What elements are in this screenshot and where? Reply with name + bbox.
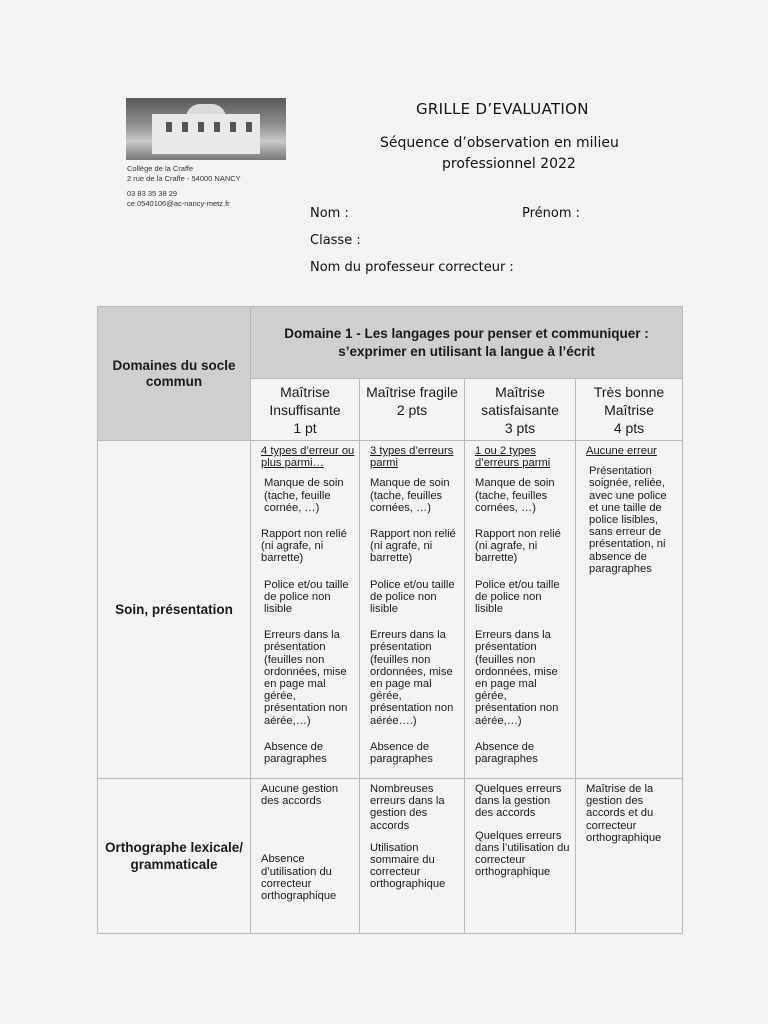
domain1-title: Domaine 1 - Les langages pour penser et communiquer : <box>284 325 649 341</box>
criteria-cell <box>251 441 360 779</box>
school-phone: 03 83 35 38 29 <box>127 189 178 199</box>
school-address: 2 rue de la Craffe - 54000 NANCY <box>127 173 241 183</box>
cell-item: Quelques erreurs dans la gestion des accords <box>475 783 562 820</box>
level-name: Maîtrise satisfaisante <box>481 384 559 418</box>
level-name: Très bonne Maîtrise <box>593 384 665 418</box>
cell-heading: 3 types d’erreurs parmi <box>370 445 454 470</box>
evaluation-grid <box>97 306 683 934</box>
cell-item: Police et/ou taille de police non lisible <box>370 578 455 616</box>
level-name: Maîtrise Insuffisante <box>269 384 341 418</box>
school-info <box>127 164 241 208</box>
cell-heading: 1 ou 2 types d’erreurs parmi <box>475 445 551 470</box>
nom-field-label: Nom : <box>310 206 349 221</box>
level-header <box>251 379 360 441</box>
classe-field-label: Classe : <box>310 233 361 248</box>
criteria-cell <box>465 441 576 779</box>
cell-item: Présentation soignée, reliée, avec une police et une taille de police lisibles, sans erreur de présentation, ni absence de paragraphes <box>589 465 667 575</box>
domain1-subtitle: s’exprimer en utilisant la langue à l’écrit <box>338 343 595 359</box>
prenom-field-label: Prénom : <box>522 206 581 221</box>
cell-item: Rapport non relié (ni agrafe, ni barrette) <box>261 528 347 565</box>
page-subtitle-line2: professionnel 2022 <box>442 156 576 172</box>
cell-item: Quelques erreurs dans l’utilisation du correcteur orthographique <box>475 829 570 879</box>
level-points: 2 pts <box>396 402 428 418</box>
criteria-cell <box>360 441 465 779</box>
criteria-cell <box>576 441 683 779</box>
domain1-header <box>251 307 683 379</box>
level-header <box>465 379 576 441</box>
cell-item: Police et/ou taille de police non lisible <box>475 578 560 616</box>
criteria-cell <box>465 779 576 934</box>
level-points: 1 pt <box>293 420 317 436</box>
level-points: 3 pts <box>504 420 536 436</box>
page-title: GRILLE D’EVALUATION <box>416 100 589 118</box>
cell-heading: 4 types d’erreur ou plus parmi… <box>261 445 355 470</box>
cell-item: Aucune gestion des accords <box>261 783 339 808</box>
level-name: Maîtrise fragile <box>366 384 458 400</box>
cell-item: Utilisation sommaire du correcteur orthographique <box>370 841 446 891</box>
domains-header: Domaines du socle commun <box>98 307 251 441</box>
school-name: Collège de la Craffe <box>127 164 194 173</box>
level-points: 4 pts <box>613 420 645 436</box>
school-photo <box>126 98 286 160</box>
row-label-soin: Soin, présentation <box>98 441 251 779</box>
cell-item: Erreurs dans la présentation (feuilles non ordonnées, mise en page mal gérée, présentation non aérée,…) <box>264 629 348 727</box>
criteria-cell <box>251 779 360 934</box>
cell-heading: Aucune erreur <box>586 445 657 457</box>
cell-item: Manque de soin (tache, feuille cornée, …) <box>264 477 344 514</box>
cell-item: Erreurs dans la présentation (feuilles non ordonnées, mise en page mal gérée, présentation non aérée….) <box>370 629 454 727</box>
cell-item: Maîtrise de la gestion des accords et du correcteur orthographique <box>586 783 662 844</box>
row-label-orthographe: Orthographe lexicale/ grammaticale <box>98 779 251 934</box>
level-header <box>360 379 465 441</box>
cell-item: Absence d’utilisation du correcteur orthographique <box>261 853 337 903</box>
cell-item: Police et/ou taille de police non lisible <box>264 578 349 616</box>
cell-item: Absence de paragraphes <box>475 740 538 766</box>
cell-item: Erreurs dans la présentation (feuilles non ordonnées, mise en page mal gérée, présentation non aérée,…) <box>475 629 559 727</box>
page-subtitle-line1: Séquence d’observation en milieu <box>380 135 619 151</box>
cell-item: Manque de soin (tache, feuilles cornées, …) <box>475 477 555 514</box>
criteria-cell <box>360 779 465 934</box>
school-email: ce.0540106@ac-nancy-metz.fr <box>127 198 230 208</box>
level-header <box>576 379 683 441</box>
cell-item: Absence de paragraphes <box>370 740 433 766</box>
cell-item: Rapport non relié (ni agrafe, ni barrette) <box>475 528 561 565</box>
professeur-field-label: Nom du professeur correcteur : <box>310 260 514 275</box>
criteria-cell <box>576 779 683 934</box>
cell-item: Nombreuses erreurs dans la gestion des accords <box>370 783 445 832</box>
cell-item: Rapport non relié (ni agrafe, ni barrette) <box>370 528 456 565</box>
cell-item: Manque de soin (tache, feuilles cornées, …) <box>370 477 450 514</box>
cell-item: Absence de paragraphes <box>264 740 327 766</box>
